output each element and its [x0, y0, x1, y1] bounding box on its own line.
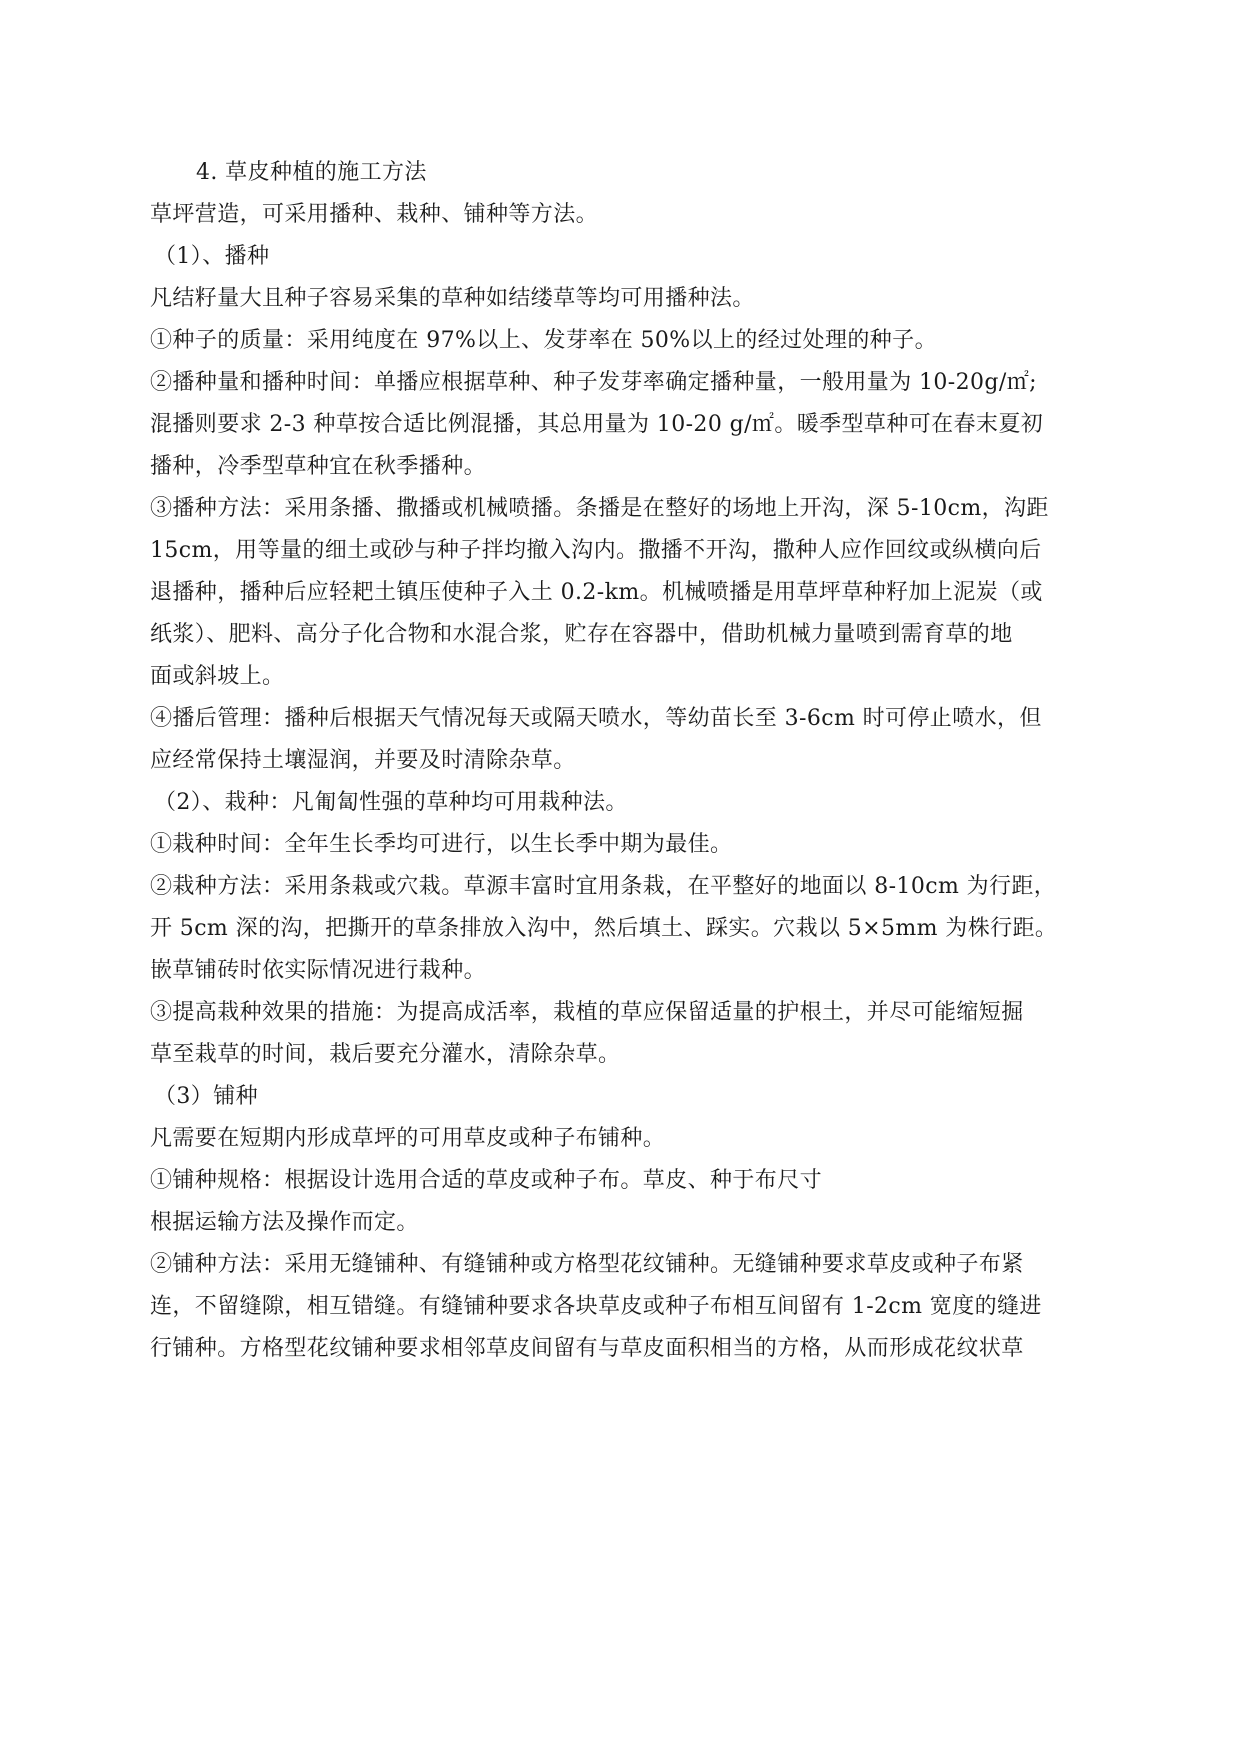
- paragraph-line: 应经常保持土壤湿润，并要及时清除杂草。: [150, 748, 576, 773]
- paragraph-line: 纸浆）、肥料、高分子化合物和水混合浆，贮存在容器中，借助机械力量喷到需育草的地: [150, 622, 1013, 647]
- paragraph-line: 凡结籽量大且种子容易采集的草种如结缕草等均可用播种法。: [150, 286, 755, 311]
- paragraph-line: 嵌草铺砖时依实际情况进行栽种。: [150, 958, 487, 983]
- paragraph-line: ②栽种方法：采用条栽或穴栽。草源丰富时宜用条栽，在平整好的地面以 8-10cm 为行距，: [150, 874, 1057, 899]
- paragraph-line: ②播种量和播种时间：单播应根据草种、种子发芽率确定播种量，一般用量为 10-20g/㎡;: [150, 370, 1037, 395]
- subsection-heading-sodding: （3）铺种: [154, 1084, 258, 1109]
- paragraph-line: 面或斜坡上。: [150, 664, 285, 689]
- subsection-heading-planting: （2）、栽种：凡匍匐性强的草种均可用栽种法。: [154, 790, 628, 815]
- paragraph-line: 凡需要在短期内形成草坪的可用草皮或种子布铺种。: [150, 1126, 666, 1151]
- paragraph-line: 草坪营造，可采用播种、栽种、铺种等方法。: [150, 202, 599, 227]
- paragraph-line: ④播后管理：播种后根据天气情况每天或隔天喷水，等幼苗长至 3-6cm 时可停止喷水，但: [150, 706, 1042, 731]
- paragraph-line: ②铺种方法：采用无缝铺种、有缝铺种或方格型花纹铺种。无缝铺种要求草皮或种子布紧: [150, 1252, 1024, 1277]
- paragraph-line: 根据运输方法及操作而定。: [150, 1210, 419, 1235]
- paragraph-line: ①栽种时间：全年生长季均可进行，以生长季中期为最佳。: [150, 832, 733, 857]
- paragraph-line: 连，不留缝隙，相互错缝。有缝铺种要求各块草皮或种子布相互间留有 1-2cm 宽度的缝进: [150, 1294, 1042, 1319]
- paragraph-line: 退播种，播种后应轻耙土镇压使种子入土 0.2-km。机械喷播是用草坪草种籽加上泥炭（或: [150, 580, 1043, 605]
- paragraph-line: 开 5cm 深的沟，把撕开的草条排放入沟中，然后填土、踩实。穴栽以 5×5mm 为株行距。: [150, 916, 1058, 941]
- paragraph-line: 草至栽草的时间，栽后要充分灌水，清除杂草。: [150, 1042, 621, 1067]
- subsection-heading-sowing: （1）、播种: [154, 244, 270, 269]
- paragraph-line: ③播种方法：采用条播、撒播或机械喷播。条播是在整好的场地上开沟，深 5-10cm，沟距: [150, 496, 1049, 521]
- document-page: [150, 152, 1120, 1370]
- paragraph-line: ①种子的质量：采用纯度在 97%以上、发芽率在 50%以上的经过处理的种子。: [150, 328, 937, 353]
- paragraph-line: 播种，冷季型草种宜在秋季播种。: [150, 454, 487, 479]
- paragraph-line: 行铺种。方格型花纹铺种要求相邻草皮间留有与草皮面积相当的方格，从而形成花纹状草: [150, 1336, 1024, 1361]
- section-heading: 4. 草皮种植的施工方法: [196, 160, 427, 185]
- paragraph-line: ①铺种规格：根据设计选用合适的草皮或种子布。草皮、种于布尺寸: [150, 1168, 823, 1193]
- paragraph-line: ③提高栽种效果的措施：为提高成活率，栽植的草应保留适量的护根土，并尽可能缩短掘: [150, 1000, 1024, 1025]
- paragraph-line: 15cm，用等量的细土或砂与种子拌均撤入沟内。撒播不开沟，撒种人应作回纹或纵横向后: [150, 538, 1042, 563]
- paragraph-line: 混播则要求 2-3 种草按合适比例混播，其总用量为 10-20 g/㎡。暖季型草种可在春末夏初: [150, 412, 1044, 437]
